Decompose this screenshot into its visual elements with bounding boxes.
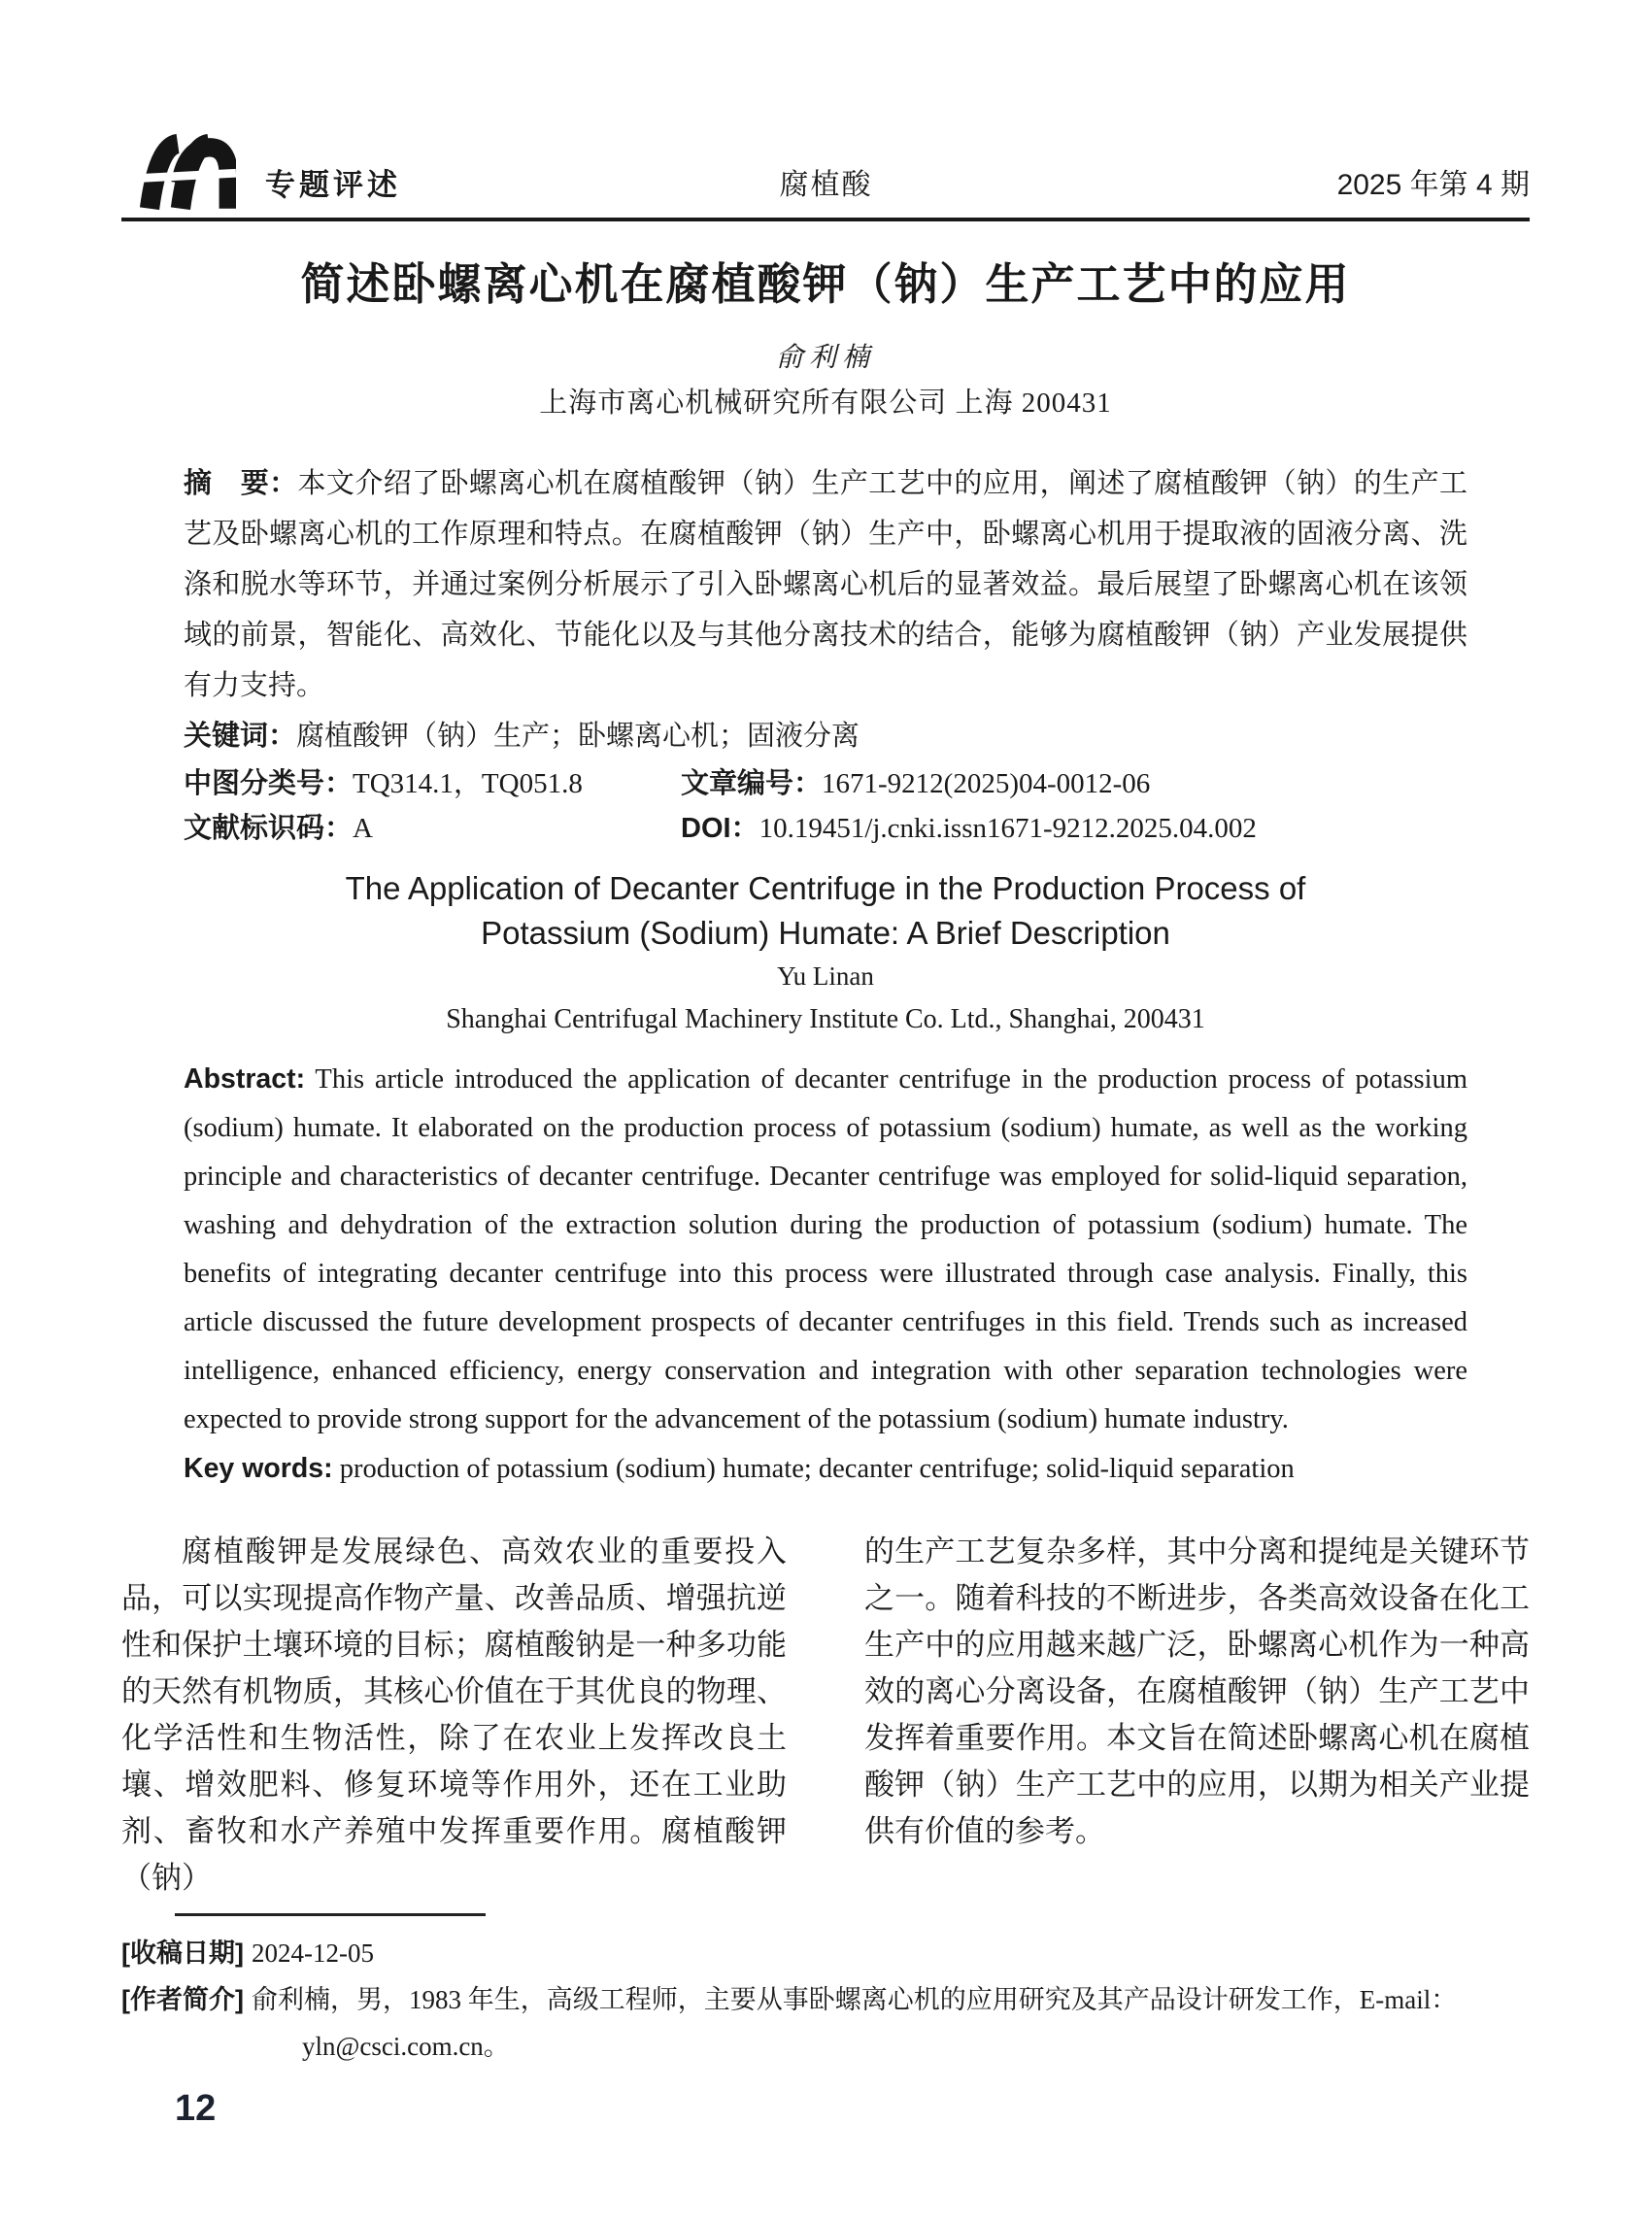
issue-label: 2025 年第 4 期 — [1336, 169, 1530, 201]
journal-logo-icon — [121, 134, 236, 210]
section-label: 专题评述 — [265, 168, 401, 202]
keywords-label-en: Key words: — [184, 1453, 333, 1484]
keywords-line-zh — [184, 711, 1467, 761]
abstract-paragraph-zh — [184, 458, 1467, 711]
journal-name: 腐植酸 — [779, 169, 873, 201]
header-divider — [121, 218, 1530, 221]
page-header — [121, 0, 1530, 210]
received-date-label: [收稿日期] — [121, 1938, 244, 1968]
article-no-label: 文章编号： — [681, 768, 823, 799]
title-en-line1: The Application of Decanter Centrifuge in the Production Process of — [345, 870, 1306, 906]
footnote-area — [121, 1913, 1530, 2070]
doc-code-value: A — [353, 813, 373, 844]
keywords-text-en: production of potassium (sodium) humate; decanter centrifuge; solid-liquid separation — [339, 1454, 1295, 1484]
doi-label: DOI： — [681, 813, 759, 844]
body-column-right — [864, 1529, 1530, 1902]
title-en-line2: Potassium (Sodium) Humate: A Brief Description — [481, 915, 1170, 951]
article-title-zh: 简述卧螺离心机在腐植酸钾（钠）生产工艺中的应用 — [300, 259, 1351, 309]
doi-value: 10.19451/j.cnki.issn1671-9212.2025.04.002 — [759, 813, 1257, 844]
footnote-content — [121, 1930, 1530, 2070]
doc-code-cell — [184, 806, 681, 851]
article-no-value: 1671-9212(2025)04-0012-06 — [822, 768, 1151, 799]
body-paragraph-left: 腐植酸钾是发展绿色、高效农业的重要投入品，可以实现提高作物产量、改善品质、增强抗逆性和保护土壤环境的目标；腐植酸钠是一种多功能的天然有机物质，其核心价值在于其优良的物理、化学活性和生物活性，除了在农业上发挥改良土壤、增效肥料、修复环境等作用外，还在工业助剂、畜牧和水产养殖中发挥重要作用。腐植酸钾（钠） — [121, 1534, 787, 1895]
author-name-en: Yu Linan — [777, 961, 874, 991]
keywords-line-en — [184, 1444, 1467, 1494]
abstract-text-zh: 本文介绍了卧螺离心机在腐植酸钾（钠）生产工艺中的应用，阐述了腐植酸钾（钠）的生产工艺及卧螺离心机的工作原理和特点。在腐植酸钾（钠）生产中，卧螺离心机用于提取液的固液分离、洗涤和脱水等环节，并通过案例分析展示了引入卧螺离心机后的显著效益。最后展望了卧螺离心机在该领域的前景，智能化、高效化、节能化以及与其他分离技术的结合，能够为腐植酸钾（钠）产业发展提供有力支持。 — [184, 468, 1467, 701]
body-column-left — [121, 1529, 787, 1902]
clc-label: 中图分类号： — [184, 768, 354, 799]
body-paragraph-right: 的生产工艺复杂多样，其中分离和提纯是关键环节之一。随着科技的不断进步，各类高效设备在化工生产中的应用越来越广泛，卧螺离心机作为一种高效的离心分离设备，在腐植酸钾（钠）生产工艺中发挥着重要作用。本文旨在简述卧螺离心机在腐植酸钾（钠）生产工艺中的应用，以期为相关产业提供有价值的参考。 — [864, 1534, 1530, 1848]
meta-row-clc — [184, 761, 1467, 806]
page-number: 12 — [175, 2088, 217, 2129]
abstract-block-en — [184, 1055, 1467, 1494]
abstract-label-en: Abstract: — [184, 1063, 306, 1095]
received-date-value: 2024-12-05 — [251, 1938, 374, 1968]
author-bio-line — [121, 1976, 1530, 2070]
affiliation-en: Shanghai Centrifugal Machinery Institute Co. Ltd., Shanghai, 200431 — [446, 1004, 1205, 1034]
author-name-zh: 俞利楠 — [775, 343, 875, 373]
received-date-line — [121, 1930, 1530, 1976]
article-title-en — [121, 866, 1530, 956]
abstract-block-zh — [184, 458, 1467, 851]
footnote-divider — [175, 1913, 486, 1916]
keywords-label-zh: 关键词： — [184, 721, 297, 752]
doc-code-label: 文献标识码： — [184, 813, 354, 844]
author-bio-text: 俞利楠，男，1983 年生，高级工程师，主要从事卧螺离心机的应用研究及其产品设计研发工作，E-mail：yln@csci.com.cn。 — [251, 1985, 1458, 2061]
meta-row-doi — [184, 806, 1467, 851]
clc-cell — [184, 761, 681, 806]
article-no-cell — [681, 761, 1150, 806]
abstract-label-zh: 摘 要： — [184, 468, 298, 499]
keywords-text-zh: 腐植酸钾（钠）生产；卧螺离心机；固液分离 — [296, 721, 860, 752]
clc-value: TQ314.1，TQ051.8 — [353, 768, 583, 799]
abstract-text-en: This article introduced the application of decanter centrifuge in the production process of potassium (sodium) humate. It elaborated on the production process of potassium (sodium) humate, as well as the working principle and characteristics of decanter centrifuge. Decanter centrifuge was employed for solid-liquid separation, washing and dehydration of the extraction solution during the production of potassium (sodium) humate. The benefits of integrating decanter centrifuge into this process were illustrated through case analysis. Finally, this article discussed the future development prospects of decanter centrifuges in this field. Trends such as increased intelligence, enhanced efficiency, energy conservation and integration with other separation technologies were expected to provide strong support for the advancement of the potassium (sodium) humate industry. — [184, 1064, 1467, 1434]
doi-cell — [681, 806, 1257, 851]
affiliation-zh: 上海市离心机械研究所有限公司 上海 200431 — [539, 388, 1112, 419]
author-bio-label: [作者简介] — [121, 1985, 244, 2014]
body-columns — [121, 1529, 1530, 1902]
abstract-paragraph-en — [184, 1055, 1467, 1444]
